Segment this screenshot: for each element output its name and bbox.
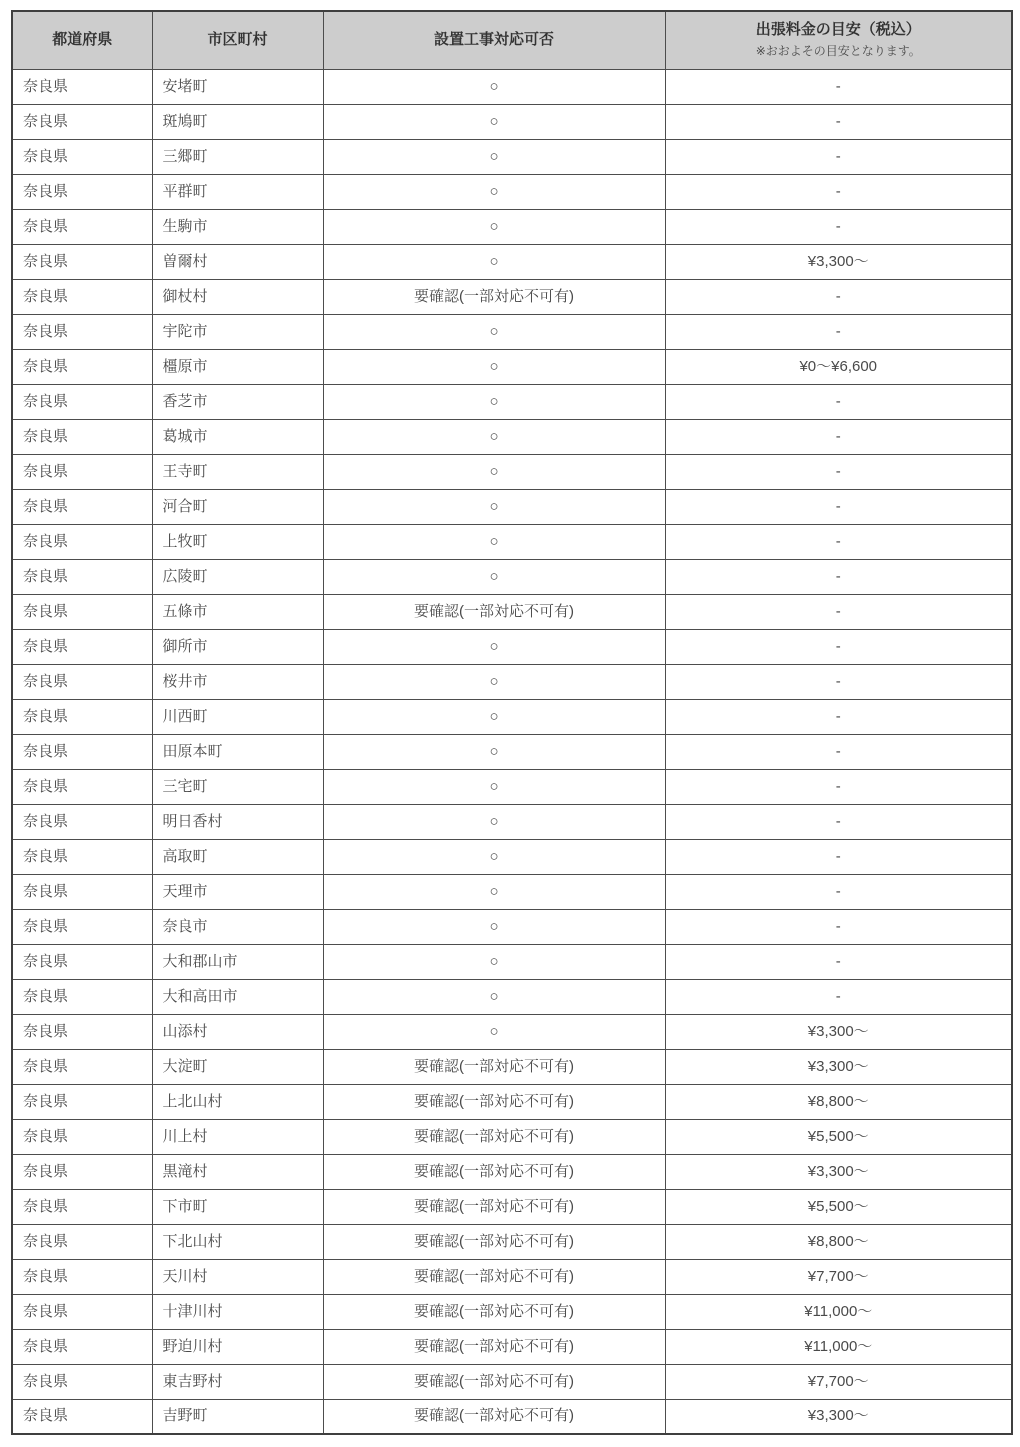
table-row: [12, 594, 1012, 629]
municipality-cell: 天川村: [152, 1259, 323, 1294]
municipality-cell: 奈良市: [152, 909, 323, 944]
municipality-cell: 曽爾村: [152, 244, 323, 279]
availability-cell: ○: [323, 944, 665, 979]
prefecture-cell: 奈良県: [12, 629, 152, 664]
municipality-cell: 吉野町: [152, 1399, 323, 1434]
municipality-cell: 河合町: [152, 489, 323, 524]
municipality-cell: 上北山村: [152, 1084, 323, 1119]
municipality-cell: 明日香村: [152, 804, 323, 839]
fee-cell: ¥0～¥6,600: [665, 349, 1012, 384]
fee-cell: ¥3,300～: [665, 244, 1012, 279]
prefecture-cell: 奈良県: [12, 1014, 152, 1049]
fee-cell: -: [665, 174, 1012, 209]
header-municipality: 市区町村: [152, 11, 323, 69]
fee-cell: -: [665, 454, 1012, 489]
table-row: [12, 349, 1012, 384]
prefecture-cell: 奈良県: [12, 979, 152, 1014]
header-fee-note: ※おおよその目安となります。: [755, 44, 921, 59]
prefecture-cell: 奈良県: [12, 804, 152, 839]
table-row: [12, 1119, 1012, 1154]
prefecture-cell: 奈良県: [12, 454, 152, 489]
municipality-cell: 葛城市: [152, 419, 323, 454]
availability-cell: ○: [323, 1014, 665, 1049]
fee-cell: -: [665, 979, 1012, 1014]
table-row: [12, 384, 1012, 419]
fee-cell: ¥3,300～: [665, 1154, 1012, 1189]
table-row: [12, 804, 1012, 839]
table-row: [12, 279, 1012, 314]
header-availability: 設置工事対応可否: [323, 11, 665, 69]
municipality-cell: 生駒市: [152, 209, 323, 244]
municipality-cell: 三宅町: [152, 769, 323, 804]
prefecture-cell: 奈良県: [12, 1364, 152, 1399]
fee-cell: -: [665, 699, 1012, 734]
prefecture-cell: 奈良県: [12, 559, 152, 594]
prefecture-cell: 奈良県: [12, 1224, 152, 1259]
fee-cell: -: [665, 734, 1012, 769]
header-prefecture: 都道府県: [12, 11, 152, 69]
availability-cell: 要確認(一部対応不可有): [323, 279, 665, 314]
table-row: [12, 559, 1012, 594]
fee-cell: -: [665, 524, 1012, 559]
prefecture-cell: 奈良県: [12, 664, 152, 699]
prefecture-cell: 奈良県: [12, 419, 152, 454]
table-row: [12, 1224, 1012, 1259]
availability-cell: ○: [323, 244, 665, 279]
availability-cell: ○: [323, 174, 665, 209]
prefecture-cell: 奈良県: [12, 1154, 152, 1189]
fee-cell: ¥3,300～: [665, 1049, 1012, 1084]
header-row: [12, 11, 1012, 69]
municipality-cell: 御所市: [152, 629, 323, 664]
fee-cell: -: [665, 909, 1012, 944]
table-row: [12, 1014, 1012, 1049]
availability-cell: ○: [323, 524, 665, 559]
header-fee: [665, 11, 1012, 69]
table-row: [12, 1329, 1012, 1364]
fee-cell: -: [665, 629, 1012, 664]
municipality-cell: 川西町: [152, 699, 323, 734]
fee-cell: ¥11,000～: [665, 1294, 1012, 1329]
fee-cell: -: [665, 69, 1012, 104]
fee-cell: -: [665, 139, 1012, 174]
availability-cell: 要確認(一部対応不可有): [323, 1329, 665, 1364]
table-row: [12, 699, 1012, 734]
prefecture-cell: 奈良県: [12, 349, 152, 384]
fee-cell: ¥5,500～: [665, 1119, 1012, 1154]
municipality-cell: 橿原市: [152, 349, 323, 384]
availability-cell: ○: [323, 979, 665, 1014]
fee-cell: -: [665, 944, 1012, 979]
availability-cell: ○: [323, 804, 665, 839]
fee-cell: -: [665, 804, 1012, 839]
prefecture-cell: 奈良県: [12, 839, 152, 874]
municipality-cell: 東吉野村: [152, 1364, 323, 1399]
prefecture-cell: 奈良県: [12, 524, 152, 559]
table-row: [12, 1154, 1012, 1189]
municipality-cell: 五條市: [152, 594, 323, 629]
table-body: [12, 69, 1012, 1434]
table-row: [12, 1049, 1012, 1084]
prefecture-cell: 奈良県: [12, 1189, 152, 1224]
table-row: [12, 944, 1012, 979]
municipality-cell: 下北山村: [152, 1224, 323, 1259]
table-row: [12, 104, 1012, 139]
municipality-cell: 下市町: [152, 1189, 323, 1224]
municipality-cell: 大和郡山市: [152, 944, 323, 979]
fee-cell: -: [665, 104, 1012, 139]
availability-cell: ○: [323, 909, 665, 944]
table-row: [12, 69, 1012, 104]
availability-cell: 要確認(一部対応不可有): [323, 1119, 665, 1154]
table-row: [12, 209, 1012, 244]
availability-cell: ○: [323, 664, 665, 699]
availability-cell: ○: [323, 454, 665, 489]
prefecture-cell: 奈良県: [12, 1084, 152, 1119]
table-row: [12, 629, 1012, 664]
availability-cell: ○: [323, 734, 665, 769]
prefecture-cell: 奈良県: [12, 594, 152, 629]
municipality-cell: 安堵町: [152, 69, 323, 104]
prefecture-cell: 奈良県: [12, 734, 152, 769]
municipality-cell: 天理市: [152, 874, 323, 909]
table-row: [12, 1399, 1012, 1434]
fee-cell: ¥8,800～: [665, 1084, 1012, 1119]
prefecture-cell: 奈良県: [12, 174, 152, 209]
fee-cell: -: [665, 559, 1012, 594]
availability-cell: ○: [323, 349, 665, 384]
availability-cell: ○: [323, 699, 665, 734]
municipality-cell: 平群町: [152, 174, 323, 209]
table-row: [12, 174, 1012, 209]
municipality-cell: 上牧町: [152, 524, 323, 559]
availability-cell: ○: [323, 104, 665, 139]
prefecture-cell: 奈良県: [12, 1329, 152, 1364]
municipality-cell: 田原本町: [152, 734, 323, 769]
prefecture-cell: 奈良県: [12, 699, 152, 734]
table-row: [12, 489, 1012, 524]
fee-cell: ¥3,300～: [665, 1014, 1012, 1049]
fee-cell: ¥3,300～: [665, 1399, 1012, 1434]
availability-cell: 要確認(一部対応不可有): [323, 1049, 665, 1084]
availability-cell: 要確認(一部対応不可有): [323, 594, 665, 629]
municipality-cell: 宇陀市: [152, 314, 323, 349]
municipality-cell: 十津川村: [152, 1294, 323, 1329]
fee-cell: ¥7,700～: [665, 1364, 1012, 1399]
availability-cell: ○: [323, 419, 665, 454]
table-row: [12, 419, 1012, 454]
table-row: [12, 524, 1012, 559]
availability-cell: 要確認(一部対応不可有): [323, 1154, 665, 1189]
fee-cell: ¥7,700～: [665, 1259, 1012, 1294]
table-row: [12, 664, 1012, 699]
availability-cell: 要確認(一部対応不可有): [323, 1399, 665, 1434]
prefecture-cell: 奈良県: [12, 69, 152, 104]
table-row: [12, 139, 1012, 174]
table-row: [12, 734, 1012, 769]
availability-cell: ○: [323, 489, 665, 524]
availability-cell: ○: [323, 839, 665, 874]
header-fee-title: 出張料金の目安（税込）: [755, 21, 921, 39]
table-row: [12, 839, 1012, 874]
table-row: [12, 1294, 1012, 1329]
municipality-cell: 高取町: [152, 839, 323, 874]
prefecture-cell: 奈良県: [12, 769, 152, 804]
municipality-cell: 大淀町: [152, 1049, 323, 1084]
prefecture-cell: 奈良県: [12, 1259, 152, 1294]
prefecture-cell: 奈良県: [12, 209, 152, 244]
availability-cell: ○: [323, 874, 665, 909]
table-row: [12, 1364, 1012, 1399]
fee-cell: ¥11,000～: [665, 1329, 1012, 1364]
installation-area-fee-table: [11, 10, 1013, 1435]
prefecture-cell: 奈良県: [12, 279, 152, 314]
table-row: [12, 909, 1012, 944]
fee-cell: -: [665, 664, 1012, 699]
prefecture-cell: 奈良県: [12, 489, 152, 524]
fee-cell: -: [665, 489, 1012, 524]
municipality-cell: 川上村: [152, 1119, 323, 1154]
table-row: [12, 454, 1012, 489]
municipality-cell: 山添村: [152, 1014, 323, 1049]
availability-cell: ○: [323, 69, 665, 104]
availability-cell: ○: [323, 139, 665, 174]
fee-cell: -: [665, 314, 1012, 349]
prefecture-cell: 奈良県: [12, 1399, 152, 1434]
municipality-cell: 黒滝村: [152, 1154, 323, 1189]
availability-cell: 要確認(一部対応不可有): [323, 1189, 665, 1224]
prefecture-cell: 奈良県: [12, 1294, 152, 1329]
prefecture-cell: 奈良県: [12, 244, 152, 279]
availability-cell: ○: [323, 209, 665, 244]
fee-cell: -: [665, 874, 1012, 909]
availability-cell: ○: [323, 314, 665, 349]
municipality-cell: 王寺町: [152, 454, 323, 489]
fee-cell: -: [665, 419, 1012, 454]
table-row: [12, 314, 1012, 349]
fee-cell: ¥5,500～: [665, 1189, 1012, 1224]
prefecture-cell: 奈良県: [12, 944, 152, 979]
fee-cell: ¥8,800～: [665, 1224, 1012, 1259]
fee-cell: -: [665, 769, 1012, 804]
municipality-cell: 御杖村: [152, 279, 323, 314]
municipality-cell: 三郷町: [152, 139, 323, 174]
availability-cell: 要確認(一部対応不可有): [323, 1224, 665, 1259]
table-row: [12, 769, 1012, 804]
fee-cell: -: [665, 384, 1012, 419]
prefecture-cell: 奈良県: [12, 314, 152, 349]
municipality-cell: 桜井市: [152, 664, 323, 699]
prefecture-cell: 奈良県: [12, 384, 152, 419]
municipality-cell: 大和高田市: [152, 979, 323, 1014]
prefecture-cell: 奈良県: [12, 139, 152, 174]
prefecture-cell: 奈良県: [12, 1119, 152, 1154]
table-row: [12, 1084, 1012, 1119]
availability-cell: ○: [323, 629, 665, 664]
availability-cell: 要確認(一部対応不可有): [323, 1259, 665, 1294]
table-row: [12, 874, 1012, 909]
fee-cell: -: [665, 594, 1012, 629]
fee-cell: -: [665, 209, 1012, 244]
table-row: [12, 979, 1012, 1014]
table-row: [12, 1189, 1012, 1224]
availability-cell: 要確認(一部対応不可有): [323, 1084, 665, 1119]
fee-cell: -: [665, 839, 1012, 874]
availability-cell: 要確認(一部対応不可有): [323, 1294, 665, 1329]
prefecture-cell: 奈良県: [12, 909, 152, 944]
prefecture-cell: 奈良県: [12, 1049, 152, 1084]
municipality-cell: 香芝市: [152, 384, 323, 419]
table-row: [12, 1259, 1012, 1294]
table-row: [12, 244, 1012, 279]
availability-cell: ○: [323, 559, 665, 594]
municipality-cell: 広陵町: [152, 559, 323, 594]
municipality-cell: 斑鳩町: [152, 104, 323, 139]
availability-cell: ○: [323, 384, 665, 419]
availability-cell: ○: [323, 769, 665, 804]
municipality-cell: 野迫川村: [152, 1329, 323, 1364]
prefecture-cell: 奈良県: [12, 874, 152, 909]
availability-cell: 要確認(一部対応不可有): [323, 1364, 665, 1399]
prefecture-cell: 奈良県: [12, 104, 152, 139]
fee-cell: -: [665, 279, 1012, 314]
